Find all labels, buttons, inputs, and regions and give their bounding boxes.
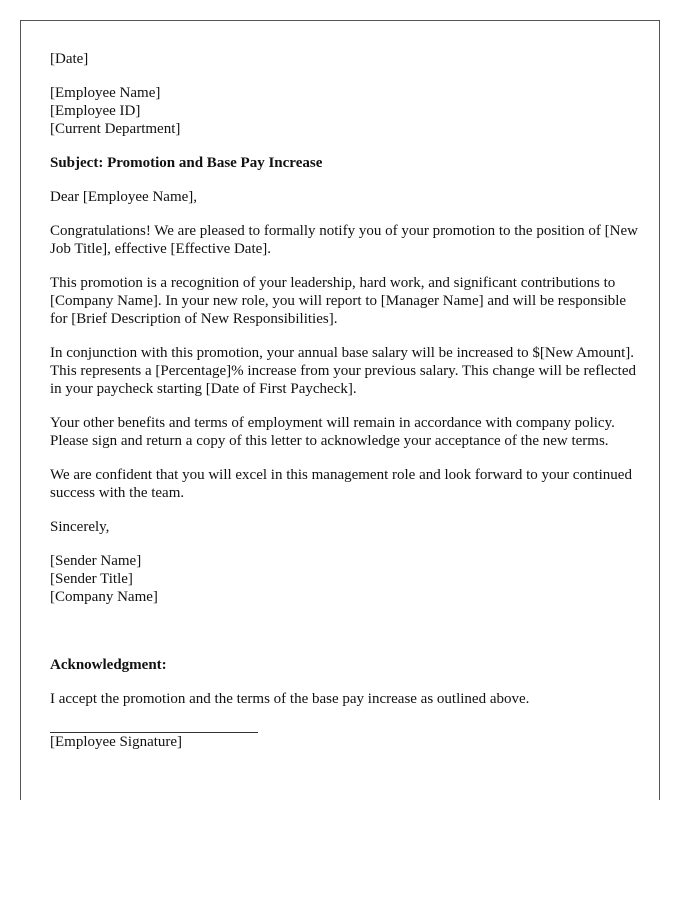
recipient-department: [Current Department] <box>50 121 181 137</box>
letter-subject: Subject: Promotion and Base Pay Increase <box>50 155 323 171</box>
paragraph-benefits: Your other benefits and terms of employment will remain in accordance with company policy. Please sign and return a copy of this letter to acknowledge your acceptance of the new terms. <box>50 415 615 449</box>
acknowledgment-heading: Acknowledgment: <box>50 657 167 673</box>
sender-company: [Company Name] <box>50 589 158 605</box>
sender-title: [Sender Title] <box>50 571 133 587</box>
signature-block <box>50 722 640 751</box>
recipient-block <box>50 84 640 138</box>
paragraph-recognition: This promotion is a recognition of your leadership, hard work, and significant contributions to [Company Name]. In your new role, you will report to [Manager Name] and will be responsible for [Brief Description of New Responsibilities]. <box>50 275 627 327</box>
signature-line <box>50 722 258 733</box>
letter-date: [Date] <box>50 51 89 67</box>
acknowledgment-text: I accept the promotion and the terms of the base pay increase as outlined above. <box>50 691 530 707</box>
paragraph-confidence: We are confident that you will excel in this management role and look forward to your continued success with the team. <box>50 467 632 501</box>
paragraph-salary: In conjunction with this promotion, your annual base salary will be increased to $[New Amount]. This represents a [Percentage]% increase from your previous salary. This change will be reflected in your paycheck starting [Date of First Paycheck]. <box>50 345 637 397</box>
sender-block <box>50 552 640 606</box>
letter-page <box>20 20 660 800</box>
letter-body <box>50 50 640 751</box>
letter-closing: Sincerely, <box>50 519 110 535</box>
signature-label: [Employee Signature] <box>50 734 183 750</box>
paragraph-congratulations: Congratulations! We are pleased to formally notify you of your promotion to the position of [New Job Title], effective [Effective Date]. <box>50 223 638 257</box>
sender-name: [Sender Name] <box>50 553 142 569</box>
recipient-name: [Employee Name] <box>50 85 161 101</box>
recipient-id: [Employee ID] <box>50 103 141 119</box>
letter-salutation: Dear [Employee Name], <box>50 189 198 205</box>
